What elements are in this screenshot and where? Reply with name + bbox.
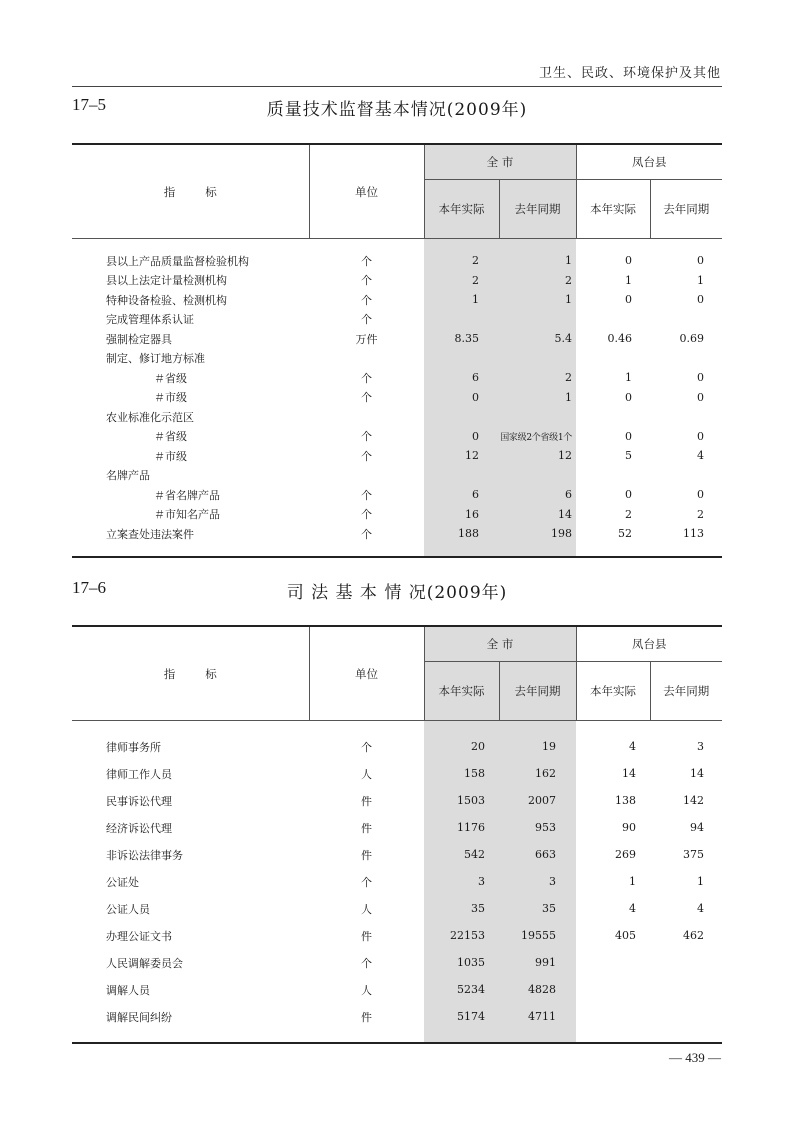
city-previous-value bbox=[499, 407, 576, 427]
county-previous-value: 3 bbox=[697, 740, 704, 753]
table1-header-unit: 单位 bbox=[309, 144, 424, 239]
table1-header-city: 全 市 bbox=[424, 144, 576, 180]
table-row bbox=[72, 868, 722, 895]
city-previous-value: 663 bbox=[499, 841, 576, 868]
row-indicator: 公证人员 bbox=[106, 902, 150, 916]
county-previous-value bbox=[650, 349, 722, 369]
county-previous-value bbox=[650, 976, 722, 1003]
row-unit: 个 bbox=[361, 254, 372, 268]
city-previous-value bbox=[499, 310, 576, 330]
table-row bbox=[72, 349, 722, 369]
city-current-value: 1035 bbox=[424, 949, 499, 976]
city-previous-value: 4711 bbox=[499, 1003, 576, 1030]
table1-header-city-previous: 去年同期 bbox=[499, 180, 576, 239]
county-previous-value: 1 bbox=[697, 273, 704, 287]
county-current-value: 0 bbox=[625, 429, 632, 443]
table2-number: 17–6 bbox=[72, 578, 106, 597]
county-current-value bbox=[576, 949, 650, 976]
row-unit: 个 bbox=[361, 430, 372, 444]
city-current-value: 1 bbox=[424, 290, 499, 310]
city-previous-value: 953 bbox=[499, 814, 576, 841]
page-number: — 439 — bbox=[669, 1050, 721, 1065]
county-previous-value: 113 bbox=[683, 527, 704, 541]
table2-header-city-current: 本年实际 bbox=[424, 662, 499, 721]
city-current-value: 12 bbox=[424, 446, 499, 466]
row-indicator: ＃省级 bbox=[154, 371, 187, 385]
county-current-value bbox=[576, 407, 650, 427]
table2-header-city-previous: 去年同期 bbox=[499, 662, 576, 721]
city-current-value: 8.35 bbox=[424, 329, 499, 349]
table-row bbox=[72, 733, 722, 760]
table-row bbox=[72, 368, 722, 388]
city-previous-value: 2 bbox=[499, 271, 576, 291]
table2-header-unit: 单位 bbox=[309, 626, 424, 721]
county-previous-value: 1 bbox=[697, 875, 704, 888]
county-previous-value: 94 bbox=[690, 821, 704, 834]
row-unit: 万件 bbox=[355, 332, 378, 346]
county-current-value: 4 bbox=[629, 740, 636, 753]
row-unit: 个 bbox=[361, 956, 372, 970]
table2-header-county-previous: 去年同期 bbox=[650, 662, 722, 721]
table-row bbox=[72, 524, 722, 544]
row-unit: 件 bbox=[361, 821, 372, 835]
city-previous-value: 国家级2个省级1个 bbox=[499, 427, 576, 447]
row-indicator: 特种设备检验、检测机构 bbox=[106, 293, 227, 307]
table-row bbox=[72, 251, 722, 271]
table1-header-indicator: 指标 bbox=[72, 144, 309, 239]
row-unit: 件 bbox=[361, 1010, 372, 1024]
county-previous-value: 0 bbox=[697, 293, 704, 307]
county-current-value: 1 bbox=[629, 875, 636, 888]
county-current-value: 0 bbox=[625, 293, 632, 307]
county-current-value: 5 bbox=[625, 449, 632, 463]
row-unit: 个 bbox=[361, 875, 372, 889]
table2-title-row bbox=[72, 578, 722, 606]
county-current-value bbox=[576, 1003, 650, 1030]
table-row bbox=[72, 290, 722, 310]
row-indicator: ＃市知名产品 bbox=[154, 508, 220, 522]
table1-header-county-current: 本年实际 bbox=[576, 180, 650, 239]
row-unit: 个 bbox=[361, 527, 372, 541]
table2 bbox=[72, 625, 722, 1044]
county-previous-value: 0.69 bbox=[679, 332, 704, 346]
city-current-value: 188 bbox=[424, 524, 499, 544]
city-previous-value: 3 bbox=[499, 868, 576, 895]
city-current-value bbox=[424, 349, 499, 369]
table2-header-indicator: 指标 bbox=[72, 626, 309, 721]
city-current-value: 16 bbox=[424, 505, 499, 525]
county-previous-value: 14 bbox=[690, 767, 704, 780]
city-current-value: 0 bbox=[424, 388, 499, 408]
table1-header-county-previous: 去年同期 bbox=[650, 180, 722, 239]
county-previous-value: 0 bbox=[697, 254, 704, 268]
county-current-value: 0 bbox=[625, 390, 632, 404]
city-current-value: 5234 bbox=[424, 976, 499, 1003]
row-unit: 个 bbox=[361, 274, 372, 288]
row-indicator: 立案查处违法案件 bbox=[106, 527, 194, 541]
header-rule bbox=[72, 86, 722, 87]
city-current-value bbox=[424, 407, 499, 427]
table1-title-row bbox=[72, 95, 722, 123]
county-previous-value: 0 bbox=[697, 488, 704, 502]
table1-header-county: 凤台县 bbox=[576, 144, 722, 180]
city-current-value: 6 bbox=[424, 485, 499, 505]
row-unit: 件 bbox=[361, 848, 372, 862]
city-current-value bbox=[424, 466, 499, 486]
county-previous-value: 375 bbox=[683, 848, 704, 861]
county-current-value: 0.46 bbox=[607, 332, 632, 346]
row-unit: 人 bbox=[361, 767, 372, 781]
county-current-value bbox=[576, 310, 650, 330]
county-current-value: 90 bbox=[622, 821, 636, 834]
county-current-value: 269 bbox=[615, 848, 636, 861]
table-row bbox=[72, 446, 722, 466]
table2-header-city: 全 市 bbox=[424, 626, 576, 662]
row-indicator: 办理公证文书 bbox=[106, 929, 172, 943]
row-indicator: 调解民间纠纷 bbox=[106, 1010, 172, 1024]
city-previous-value: 198 bbox=[499, 524, 576, 544]
running-header: 卫生、民政、环境保护及其他 bbox=[538, 66, 721, 81]
county-current-value: 0 bbox=[625, 488, 632, 502]
county-previous-value bbox=[650, 466, 722, 486]
row-indicator: 名牌产品 bbox=[106, 469, 150, 483]
table-row bbox=[72, 329, 722, 349]
row-unit: 人 bbox=[361, 902, 372, 916]
table-row bbox=[72, 760, 722, 787]
city-current-value: 20 bbox=[424, 733, 499, 760]
city-current-value: 1176 bbox=[424, 814, 499, 841]
row-indicator: 民事诉讼代理 bbox=[106, 794, 172, 808]
county-previous-value: 462 bbox=[683, 929, 704, 942]
row-indicator: 调解人员 bbox=[106, 983, 150, 997]
county-previous-value: 142 bbox=[683, 794, 704, 807]
table1-number: 17–5 bbox=[72, 95, 106, 114]
county-previous-value: 0 bbox=[697, 429, 704, 443]
row-unit bbox=[309, 349, 424, 369]
row-unit bbox=[309, 466, 424, 486]
city-current-value: 158 bbox=[424, 760, 499, 787]
row-indicator: 非诉讼法律事务 bbox=[106, 848, 183, 862]
row-indicator: 律师工作人员 bbox=[106, 767, 172, 781]
table-row bbox=[72, 485, 722, 505]
table-row bbox=[72, 922, 722, 949]
city-current-value: 0 bbox=[424, 427, 499, 447]
county-current-value bbox=[576, 349, 650, 369]
row-unit: 个 bbox=[361, 740, 372, 754]
city-current-value: 35 bbox=[424, 895, 499, 922]
table-row bbox=[72, 271, 722, 291]
county-current-value bbox=[576, 466, 650, 486]
row-unit: 个 bbox=[361, 313, 372, 327]
row-indicator: ＃市级 bbox=[154, 391, 187, 405]
row-indicator: 经济诉讼代理 bbox=[106, 821, 172, 835]
row-indicator: 县以上产品质量监督检验机构 bbox=[106, 254, 249, 268]
city-previous-value: 4828 bbox=[499, 976, 576, 1003]
city-previous-value: 162 bbox=[499, 760, 576, 787]
row-unit: 件 bbox=[361, 794, 372, 808]
table-row bbox=[72, 841, 722, 868]
row-indicator: 人民调解委员会 bbox=[106, 956, 183, 970]
city-previous-value: 991 bbox=[499, 949, 576, 976]
city-current-value: 5174 bbox=[424, 1003, 499, 1030]
city-current-value: 542 bbox=[424, 841, 499, 868]
city-current-value: 2 bbox=[424, 271, 499, 291]
city-current-value bbox=[424, 310, 499, 330]
row-unit: 件 bbox=[361, 929, 372, 943]
city-previous-value: 2007 bbox=[499, 787, 576, 814]
table-row bbox=[72, 895, 722, 922]
county-current-value: 405 bbox=[615, 929, 636, 942]
county-current-value: 1 bbox=[625, 273, 632, 287]
table-row bbox=[72, 466, 722, 486]
row-indicator: 制定、修订地方标准 bbox=[106, 352, 205, 366]
city-previous-value: 1 bbox=[499, 290, 576, 310]
county-previous-value: 0 bbox=[697, 371, 704, 385]
city-previous-value: 5.4 bbox=[499, 329, 576, 349]
row-indicator: ＃省名牌产品 bbox=[154, 488, 220, 502]
table2-title: 司 法 基 本 情 况(2009年) bbox=[286, 583, 508, 603]
row-indicator: 公证处 bbox=[106, 875, 139, 889]
city-current-value: 6 bbox=[424, 368, 499, 388]
city-previous-value: 1 bbox=[499, 251, 576, 271]
row-indicator: ＃市级 bbox=[154, 449, 187, 463]
city-current-value: 22153 bbox=[424, 922, 499, 949]
city-current-value: 2 bbox=[424, 251, 499, 271]
table-row bbox=[72, 427, 722, 447]
city-previous-value: 2 bbox=[499, 368, 576, 388]
county-current-value bbox=[576, 976, 650, 1003]
county-current-value: 52 bbox=[618, 527, 632, 541]
city-previous-value: 12 bbox=[499, 446, 576, 466]
city-previous-value: 14 bbox=[499, 505, 576, 525]
row-unit: 个 bbox=[361, 449, 372, 463]
county-previous-value bbox=[650, 949, 722, 976]
table-row bbox=[72, 1003, 722, 1030]
county-previous-value: 2 bbox=[697, 507, 704, 521]
row-indicator: ＃省级 bbox=[154, 430, 187, 444]
county-current-value: 2 bbox=[625, 507, 632, 521]
city-previous-value: 35 bbox=[499, 895, 576, 922]
table1 bbox=[72, 143, 722, 558]
table2-header-county-current: 本年实际 bbox=[576, 662, 650, 721]
row-unit: 个 bbox=[361, 293, 372, 307]
county-previous-value bbox=[650, 310, 722, 330]
city-previous-value bbox=[499, 466, 576, 486]
row-unit: 人 bbox=[361, 983, 372, 997]
row-indicator: 农业标准化示范区 bbox=[106, 410, 194, 424]
row-unit bbox=[309, 407, 424, 427]
table-row bbox=[72, 949, 722, 976]
table-row bbox=[72, 388, 722, 408]
table-row bbox=[72, 505, 722, 525]
city-current-value: 1503 bbox=[424, 787, 499, 814]
city-previous-value: 19 bbox=[499, 733, 576, 760]
county-previous-value: 0 bbox=[697, 390, 704, 404]
city-previous-value: 19555 bbox=[499, 922, 576, 949]
table2-header-county: 凤台县 bbox=[576, 626, 722, 662]
table1-header-city-current: 本年实际 bbox=[424, 180, 499, 239]
city-previous-value bbox=[499, 349, 576, 369]
row-indicator: 完成管理体系认证 bbox=[106, 313, 194, 327]
county-previous-value bbox=[650, 407, 722, 427]
table1-title: 质量技术监督基本情况(2009年) bbox=[266, 100, 528, 120]
table-row bbox=[72, 976, 722, 1003]
county-current-value: 4 bbox=[629, 902, 636, 915]
row-unit: 个 bbox=[361, 488, 372, 502]
table-row bbox=[72, 407, 722, 427]
row-unit: 个 bbox=[361, 391, 372, 405]
county-previous-value: 4 bbox=[697, 902, 704, 915]
county-current-value: 138 bbox=[615, 794, 636, 807]
row-indicator: 律师事务所 bbox=[106, 740, 161, 754]
table-row bbox=[72, 787, 722, 814]
city-previous-value: 6 bbox=[499, 485, 576, 505]
table-row bbox=[72, 814, 722, 841]
table-row bbox=[72, 310, 722, 330]
county-previous-value bbox=[650, 1003, 722, 1030]
county-current-value: 0 bbox=[625, 254, 632, 268]
row-indicator: 县以上法定计量检测机构 bbox=[106, 274, 227, 288]
row-indicator: 强制检定器具 bbox=[106, 332, 172, 346]
county-current-value: 1 bbox=[625, 371, 632, 385]
row-unit: 个 bbox=[361, 508, 372, 522]
county-previous-value: 4 bbox=[697, 449, 704, 463]
county-current-value: 14 bbox=[622, 767, 636, 780]
row-unit: 个 bbox=[361, 371, 372, 385]
city-current-value: 3 bbox=[424, 868, 499, 895]
city-previous-value: 1 bbox=[499, 388, 576, 408]
